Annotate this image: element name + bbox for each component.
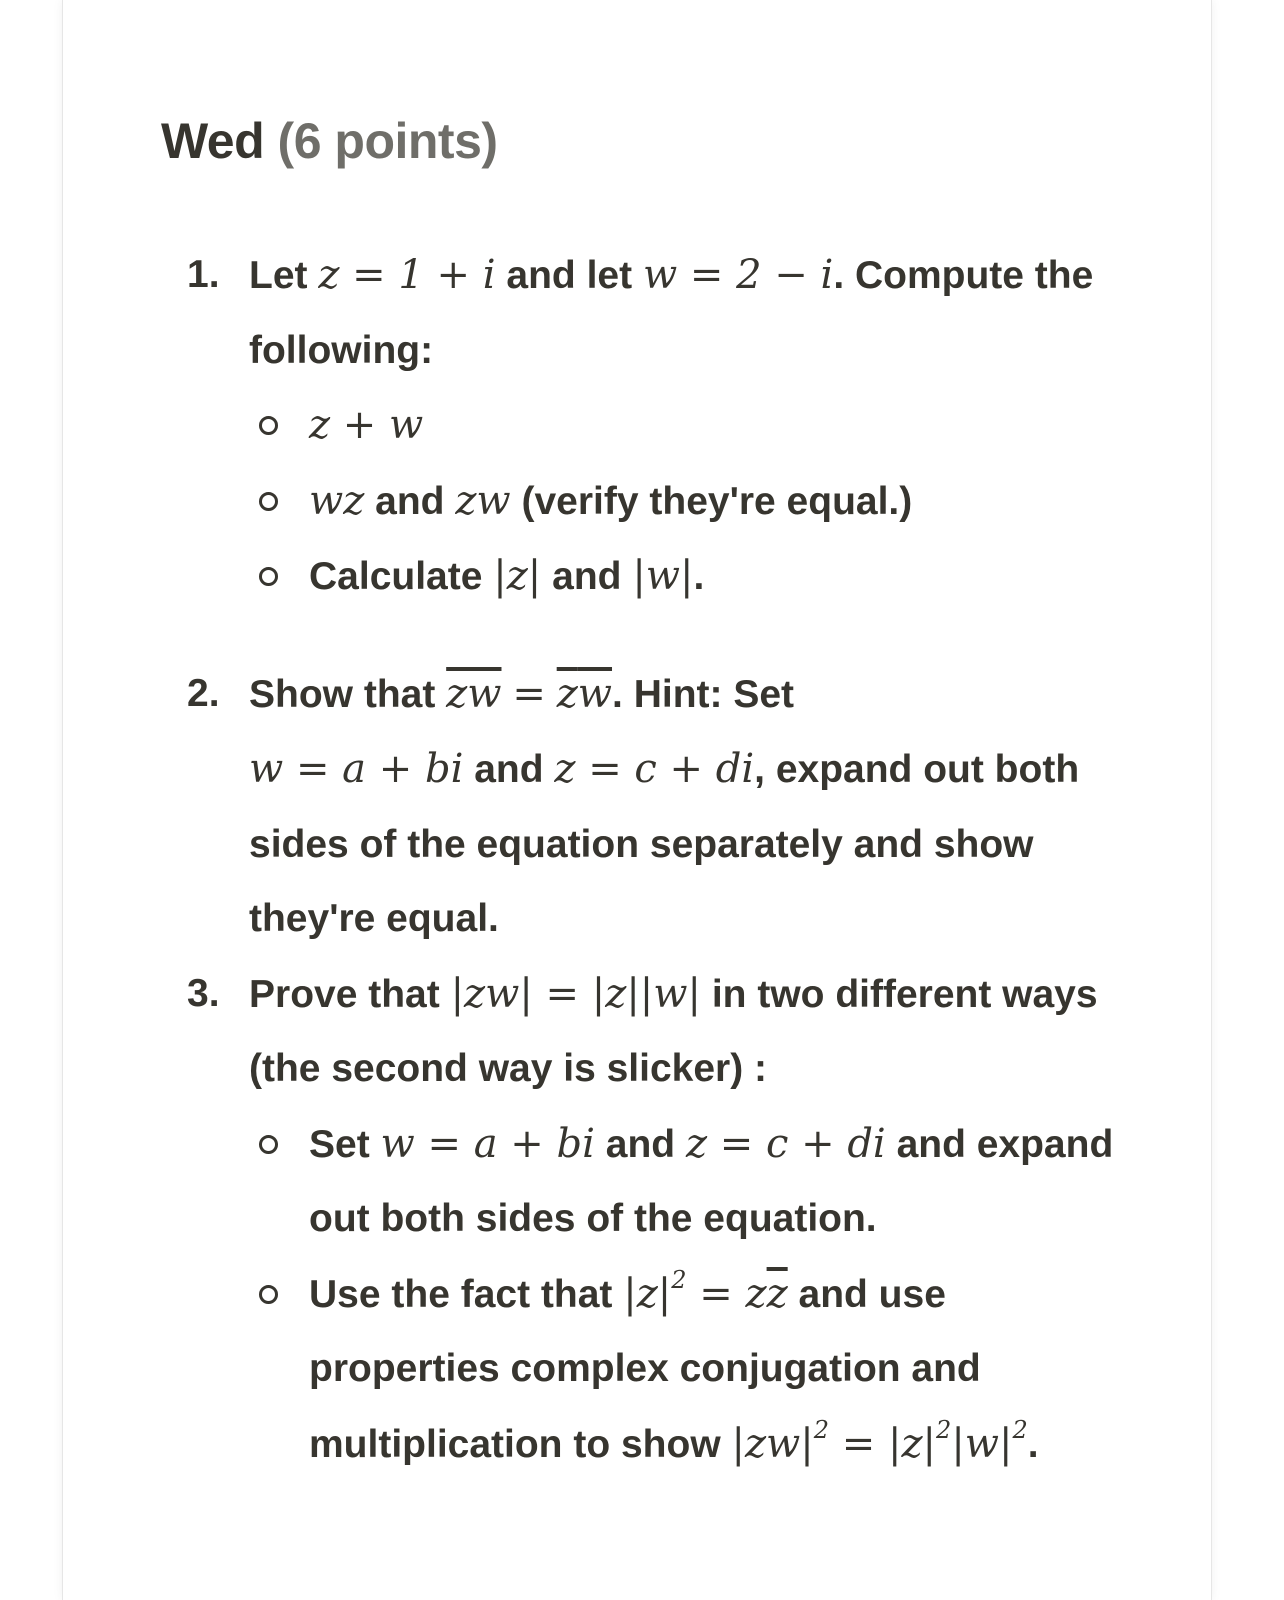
text: . <box>1027 1422 1039 1466</box>
math-z-def: z = 1 + i <box>318 252 496 298</box>
list-item <box>249 1257 1121 1483</box>
document-content <box>161 104 1121 1482</box>
math: w = a + bi <box>380 1120 595 1167</box>
math: wz <box>309 477 365 524</box>
math: zw <box>455 477 511 524</box>
question-1 <box>161 238 1121 615</box>
text: and expand out both sides of the equation. <box>309 1122 1114 1240</box>
math: $|zw|^2 = |z|^2|w|^2$ <box>731 1416 1028 1467</box>
list-item <box>249 464 1121 540</box>
math: z = c + di <box>554 746 755 792</box>
bullet-circle-icon <box>259 416 278 435</box>
math: z + w <box>309 402 424 448</box>
q3-sublist <box>249 1107 1121 1483</box>
heading-title: Wed <box>161 113 265 169</box>
question-number: 3. <box>187 971 220 1015</box>
text: (verify they're equal.) <box>521 479 913 523</box>
math: w = a + bi <box>249 746 464 792</box>
text: and use properties complex conjugation and multiplication to show <box>309 1272 981 1466</box>
text: Use the fact that <box>309 1272 613 1316</box>
question-number: 1. <box>187 253 220 296</box>
bullet-circle-icon <box>259 492 278 511</box>
math: |zw| = |z||w| <box>450 970 701 1017</box>
section-heading <box>161 104 1121 178</box>
text: . Compute the following: <box>249 254 1094 372</box>
question-list <box>161 238 1121 1482</box>
text: and <box>375 479 445 523</box>
text: in two different ways (the second way is slicker) : <box>249 972 1098 1090</box>
math: z = c + di <box>685 1120 886 1167</box>
math-w-def: w = 2 − i <box>642 252 834 298</box>
math: |w| <box>632 553 694 599</box>
text: and <box>474 748 544 791</box>
hint-label: Hint: <box>633 672 723 716</box>
list-item <box>249 539 1121 615</box>
list-item <box>249 1107 1121 1257</box>
q1-sublist <box>249 388 1121 615</box>
text: Show that <box>249 672 436 716</box>
bullet-circle-icon <box>259 1135 278 1154</box>
text: Prove that <box>249 972 440 1016</box>
text: . <box>693 555 705 598</box>
bullet-circle-icon <box>259 567 278 586</box>
page-card <box>62 0 1212 1600</box>
text: Let <box>249 254 308 297</box>
math-conj-product: $\overline{zw}$ <box>446 670 502 717</box>
question-2 <box>161 657 1121 957</box>
heading-points: (6 points) <box>277 113 498 169</box>
text: Calculate <box>309 555 483 598</box>
question-3 <box>161 957 1121 1483</box>
question-number: 2. <box>187 671 220 715</box>
math-equals: = <box>512 670 546 717</box>
text: Set <box>309 1122 370 1166</box>
math: $|z|^2 = z\overline{z}$ <box>623 1266 788 1317</box>
text: . <box>612 672 623 716</box>
text: and let <box>506 254 633 297</box>
text: , expand out both sides of the equation separately and show they're equal. <box>249 748 1080 940</box>
math: |z| <box>493 553 542 599</box>
list-item <box>249 388 1121 464</box>
math-conj-w: $\overline{w}$ <box>577 670 613 717</box>
text: and <box>605 1122 676 1166</box>
text: and <box>552 555 622 598</box>
bullet-circle-icon <box>259 1285 278 1304</box>
math-conj-z: $\overline{z}$ <box>556 670 578 717</box>
text: Set <box>733 672 795 716</box>
